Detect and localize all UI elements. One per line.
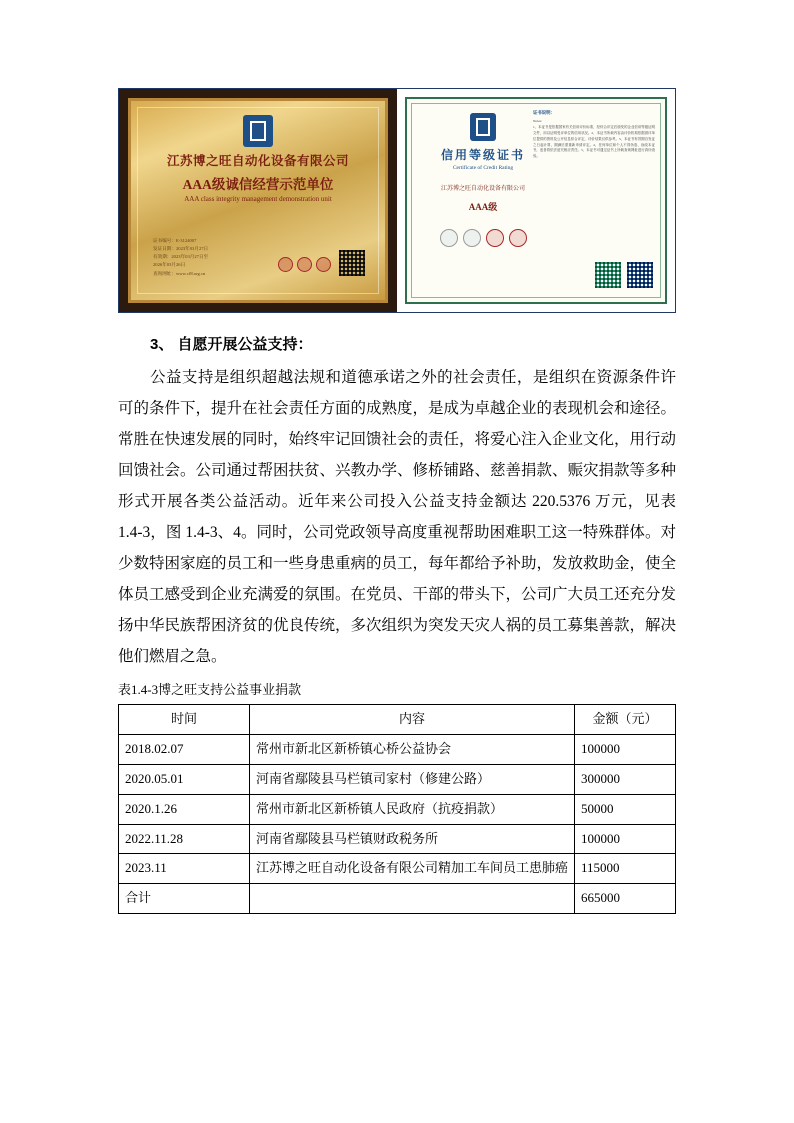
cell-time: 2023.11 — [119, 854, 250, 884]
cell-total-label: 合计 — [119, 884, 250, 914]
section-paragraph: 公益支持是组织超越法规和道德承诺之外的社会责任，是组织在资源条件许可的条件下，提升在社会责任方面的成熟度，是成为卓越企业的表现机会和途径。常胜在快速发展的同时，始终牢记回馈社会的责任，将爱心注入企业文化，用行动回馈社会。公司通过帮困扶贫、兴教办学、修桥铺路、慈善捐款、赈灾捐款等多种形式开展各类公益活动。近年来公司投入公益支持金额达 220.5376 万元，见表 1.4-3，图 1.4-3、4。同时，公司党政领导高度重视帮助困难职工这一特殊群体。对少数特困家庭的员工和一些身患重病的员工，每年都给予补助，发放救助金，使全体员工感受到企业充满爱的氛围。在党员、干部的带头下，公司广大员工还充分发扬中华民族帮困济贫的优良传统，多次组织为突发天灾人祸的员工募集善款，解决他们燃眉之急。 — [118, 368, 677, 665]
plaque-face — [128, 98, 388, 303]
plaque-award-title-en: AAA class integrity management demonstration unit — [184, 195, 332, 204]
seal-icon — [297, 257, 312, 272]
cell-content: 河南省鄢陵县马栏镇财政税务所 — [250, 824, 575, 854]
certificate-main-column — [419, 113, 547, 247]
cell-time: 2022.11.28 — [119, 824, 250, 854]
seal-icon — [486, 229, 504, 247]
section-heading: 3、 自愿开展公益支持： — [150, 336, 313, 353]
cell-content: 常州市新北区新桥镇心桥公益协会 — [250, 735, 575, 765]
plaque-company-name: 江苏博之旺自动化设备有限公司 — [166, 154, 349, 168]
cell-time: 2018.02.07 — [119, 735, 250, 765]
seal-icon — [316, 257, 331, 272]
table-row — [119, 764, 676, 794]
cell-time: 2020.1.26 — [119, 794, 250, 824]
certificate-title-en: Certificate of Credit Rating — [452, 165, 514, 171]
seal-icon — [509, 229, 527, 247]
cell-content: 河南省鄢陵县马栏镇司家村（修建公路） — [250, 764, 575, 794]
certificate-company-name: 江苏博之旺自动化设备有限公司 — [440, 186, 525, 192]
certificate-qr-codes — [595, 262, 653, 288]
plaque-meta — [153, 237, 208, 278]
plaque-meta-line: 2026年03月26日 — [153, 262, 186, 268]
cell-time: 2020.05.01 — [119, 764, 250, 794]
plaque-meta-line: 查询网址：www.cf8.org.cn — [153, 270, 206, 276]
cell-total-amount: 665000 — [575, 884, 676, 914]
plaque-meta-line: 发证日期：2023年03月27日 — [153, 245, 209, 251]
cell-content: 江苏博之旺自动化设备有限公司精加工车间员工患肺癌 — [250, 854, 575, 884]
table-row — [119, 794, 676, 824]
credit-rating-certificate-image — [397, 89, 675, 312]
badge-icon — [463, 229, 481, 247]
plaque-meta-line: 有效期：2023年03月27日至 — [153, 254, 209, 260]
cell-amount: 50000 — [575, 794, 676, 824]
cell-amount: 100000 — [575, 824, 676, 854]
table-row — [119, 824, 676, 854]
cell-amount: 115000 — [575, 854, 676, 884]
certificates-figure — [118, 88, 676, 313]
table-total-row — [119, 884, 676, 914]
qr-code-icon — [339, 250, 365, 276]
donation-table — [118, 704, 676, 914]
certificate-badges — [419, 229, 547, 247]
national-emblem-icon — [470, 113, 496, 141]
table-row — [119, 735, 676, 765]
table-caption: 表1.4-3博之旺支持公益事业捐款 — [118, 681, 302, 697]
certificate-notes-title: 证书说明： — [533, 110, 555, 115]
certificate-grade: AAA级 — [468, 202, 498, 212]
table-header-row — [119, 705, 676, 735]
plaque-seals — [278, 257, 331, 272]
plaque-award-title: AAA级诚信经营示范单位 — [182, 177, 334, 193]
table-header-amount: 金额（元） — [575, 705, 676, 735]
certificate-notes-body: 1、本证书是依据国家有关信用评价标准，经综合评定后颁发的企业信用等级证明文件，用以证明受评单位的信用状况。2、本证书所载内容由评价机构依据被评单位提供的资料及公开信息综合评定，评价结果仅供参考。3、本证书有效期自发证之日起计算，期满后需重新申请评定。4、任何单位和个人不得伪造、涂改本证书，违者将依法追究相应责任。5、本证书可通过证书上所载查询网址进行真伪查验。 — [533, 124, 655, 159]
table-row — [119, 854, 676, 884]
certificate-notes — [533, 109, 655, 160]
table-header-time: 时间 — [119, 705, 250, 735]
national-emblem-icon — [243, 115, 273, 147]
cell-content: 常州市新北区新桥镇人民政府（抗疫捐款） — [250, 794, 575, 824]
certificate-face — [405, 97, 667, 304]
cell-total-content — [250, 884, 575, 914]
table-header-content: 内容 — [250, 705, 575, 735]
qr-code-icon — [595, 262, 621, 288]
cell-amount: 300000 — [575, 764, 676, 794]
seal-icon — [278, 257, 293, 272]
certificate-notes-title-en: Notes: — [533, 118, 542, 123]
badge-icon — [440, 229, 458, 247]
certificate-title: 信用等级证书 — [440, 148, 525, 162]
aaa-credit-plaque-image — [119, 89, 397, 312]
qr-code-icon — [627, 262, 653, 288]
cell-amount: 100000 — [575, 735, 676, 765]
plaque-meta-line: 证书编号：E-3124007 — [153, 237, 197, 243]
